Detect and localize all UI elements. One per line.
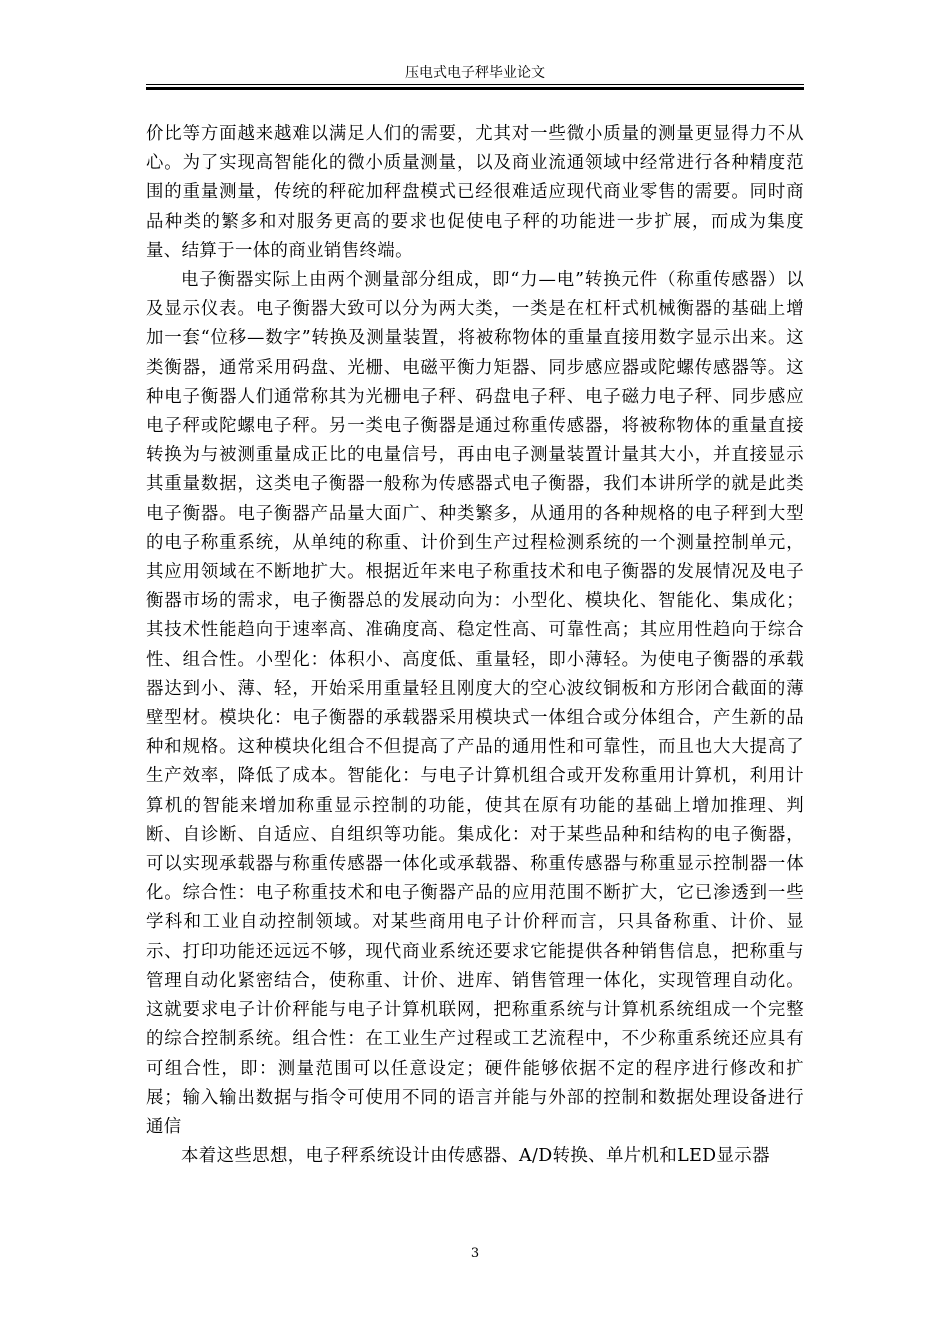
paragraph-continuation: 价比等方面越来越难以满足人们的需要，尤其对一些微小质量的测量更显得力不从心。为了实现高智能化的微小质量测量，以及商业流通领域中经常进行各种精度范围的重量测量，传统的秤砣加秤盘模式已经很难适应现代商业零售的需要。同时商品种类的繁多和对服务更高的要求也促使电子秤的功能进一步扩展，而成为集度量、结算于一体的商业销售终端。	[146, 124, 804, 261]
header-rule-thin	[146, 84, 804, 85]
body-text	[146, 120, 804, 1171]
paragraph-system-design: 本着这些思想，电子秤系统设计由传感器、A/D转换、单片机和LED显示器	[181, 1146, 770, 1167]
page-header-title: 压电式电子秤毕业论文	[405, 65, 545, 81]
header-rule-thick	[146, 87, 804, 90]
page-number: 3	[470, 1246, 480, 1261]
paragraph-electronic-scales: 电子衡器实际上由两个测量部分组成，即“力—电”转换元件（称重传感器）以及显示仪表。电子衡器大致可以分为两大类，一类是在杠杆式机械衡器的基础上增加一套“位移—数字”转换及测量装置，将被称物体的重量直接用数字显示出来。这类衡器，通常采用码盘、光栅、电磁平衡力矩器、同步感应器或陀螺传感器等。这种电子衡器人们通常称其为光栅电子秤、码盘电子秤、电子磁力电子秤、同步感应电子秤或陀螺电子秤。另一类电子衡器是通过称重传感器，将被称物体的重量直接转换为与被测重量成正比的电量信号，再由电子测量装置计量其大小，并直接显示其重量数据，这类电子衡器一般称为传感器式电子衡器，我们本讲所学的就是此类电子衡器。电子衡器产品量大面广、种类繁多，从通用的各种规格的电子秤到大型的电子称重系统，从单纯的称重、计价到生产过程检测系统的一个测量控制单元，其应用领域在不断地扩大。根据近年来电子称重技术和电子衡器的发展情况及电子衡器市场的需求，电子衡器总的发展动向为：小型化、模块化、智能化、集成化；其技术性能趋向于速率高、准确度高、稳定性高、可靠性高；其应用性趋向于综合性、组合性。小型化：体积小、高度低、重量轻，即小薄轻。为使电子衡器的承载器达到小、薄、轻，开始采用重量轻且刚度大的空心波纹铜板和方形闭合截面的薄壁型材。模块化：电子衡器的承载器采用模块式一体组合或分体组合，产生新的品种和规格。这种模块化组合不但提高了产品的通用性和可靠性，而且也大大提高了生产效率，降低了成本。智能化：与电子计算机组合或开发称重用计算机，利用计算机的智能来增加称重显示控制的功能，使其在原有功能的基础上增加推理、判断、自诊断、自适应、自组织等功能。集成化：对于某些品种和结构的电子衡器，可以实现承载器与称重传感器一体化或承载器、称重传感器与称重显示控制器一体化。综合性：电子称重技术和电子衡器产品的应用范围不断扩大，它已渗透到一些学科和工业自动控制领域。对某些商用电子计价秤而言，只具备称重、计价、显示、打印功能还远远不够，现代商业系统还要求它能提供各种销售信息，把称重与管理自动化紧密结合，使称重、计价、进库、销售管理一体化，实现管理自动化。这就要求电子计价秤能与电子计算机联网，把称重系统与计算机系统组成一个完整的综合控制系统。组合性：在工业生产过程或工艺流程中，不少称重系统还应具有可组合性，即：测量范围可以任意设定；硬件能够依据不定的程序进行修改和扩展；输入输出数据与指令可使用不同的语言并能与外部的控制和数据处理设备进行通信	[146, 270, 804, 1137]
